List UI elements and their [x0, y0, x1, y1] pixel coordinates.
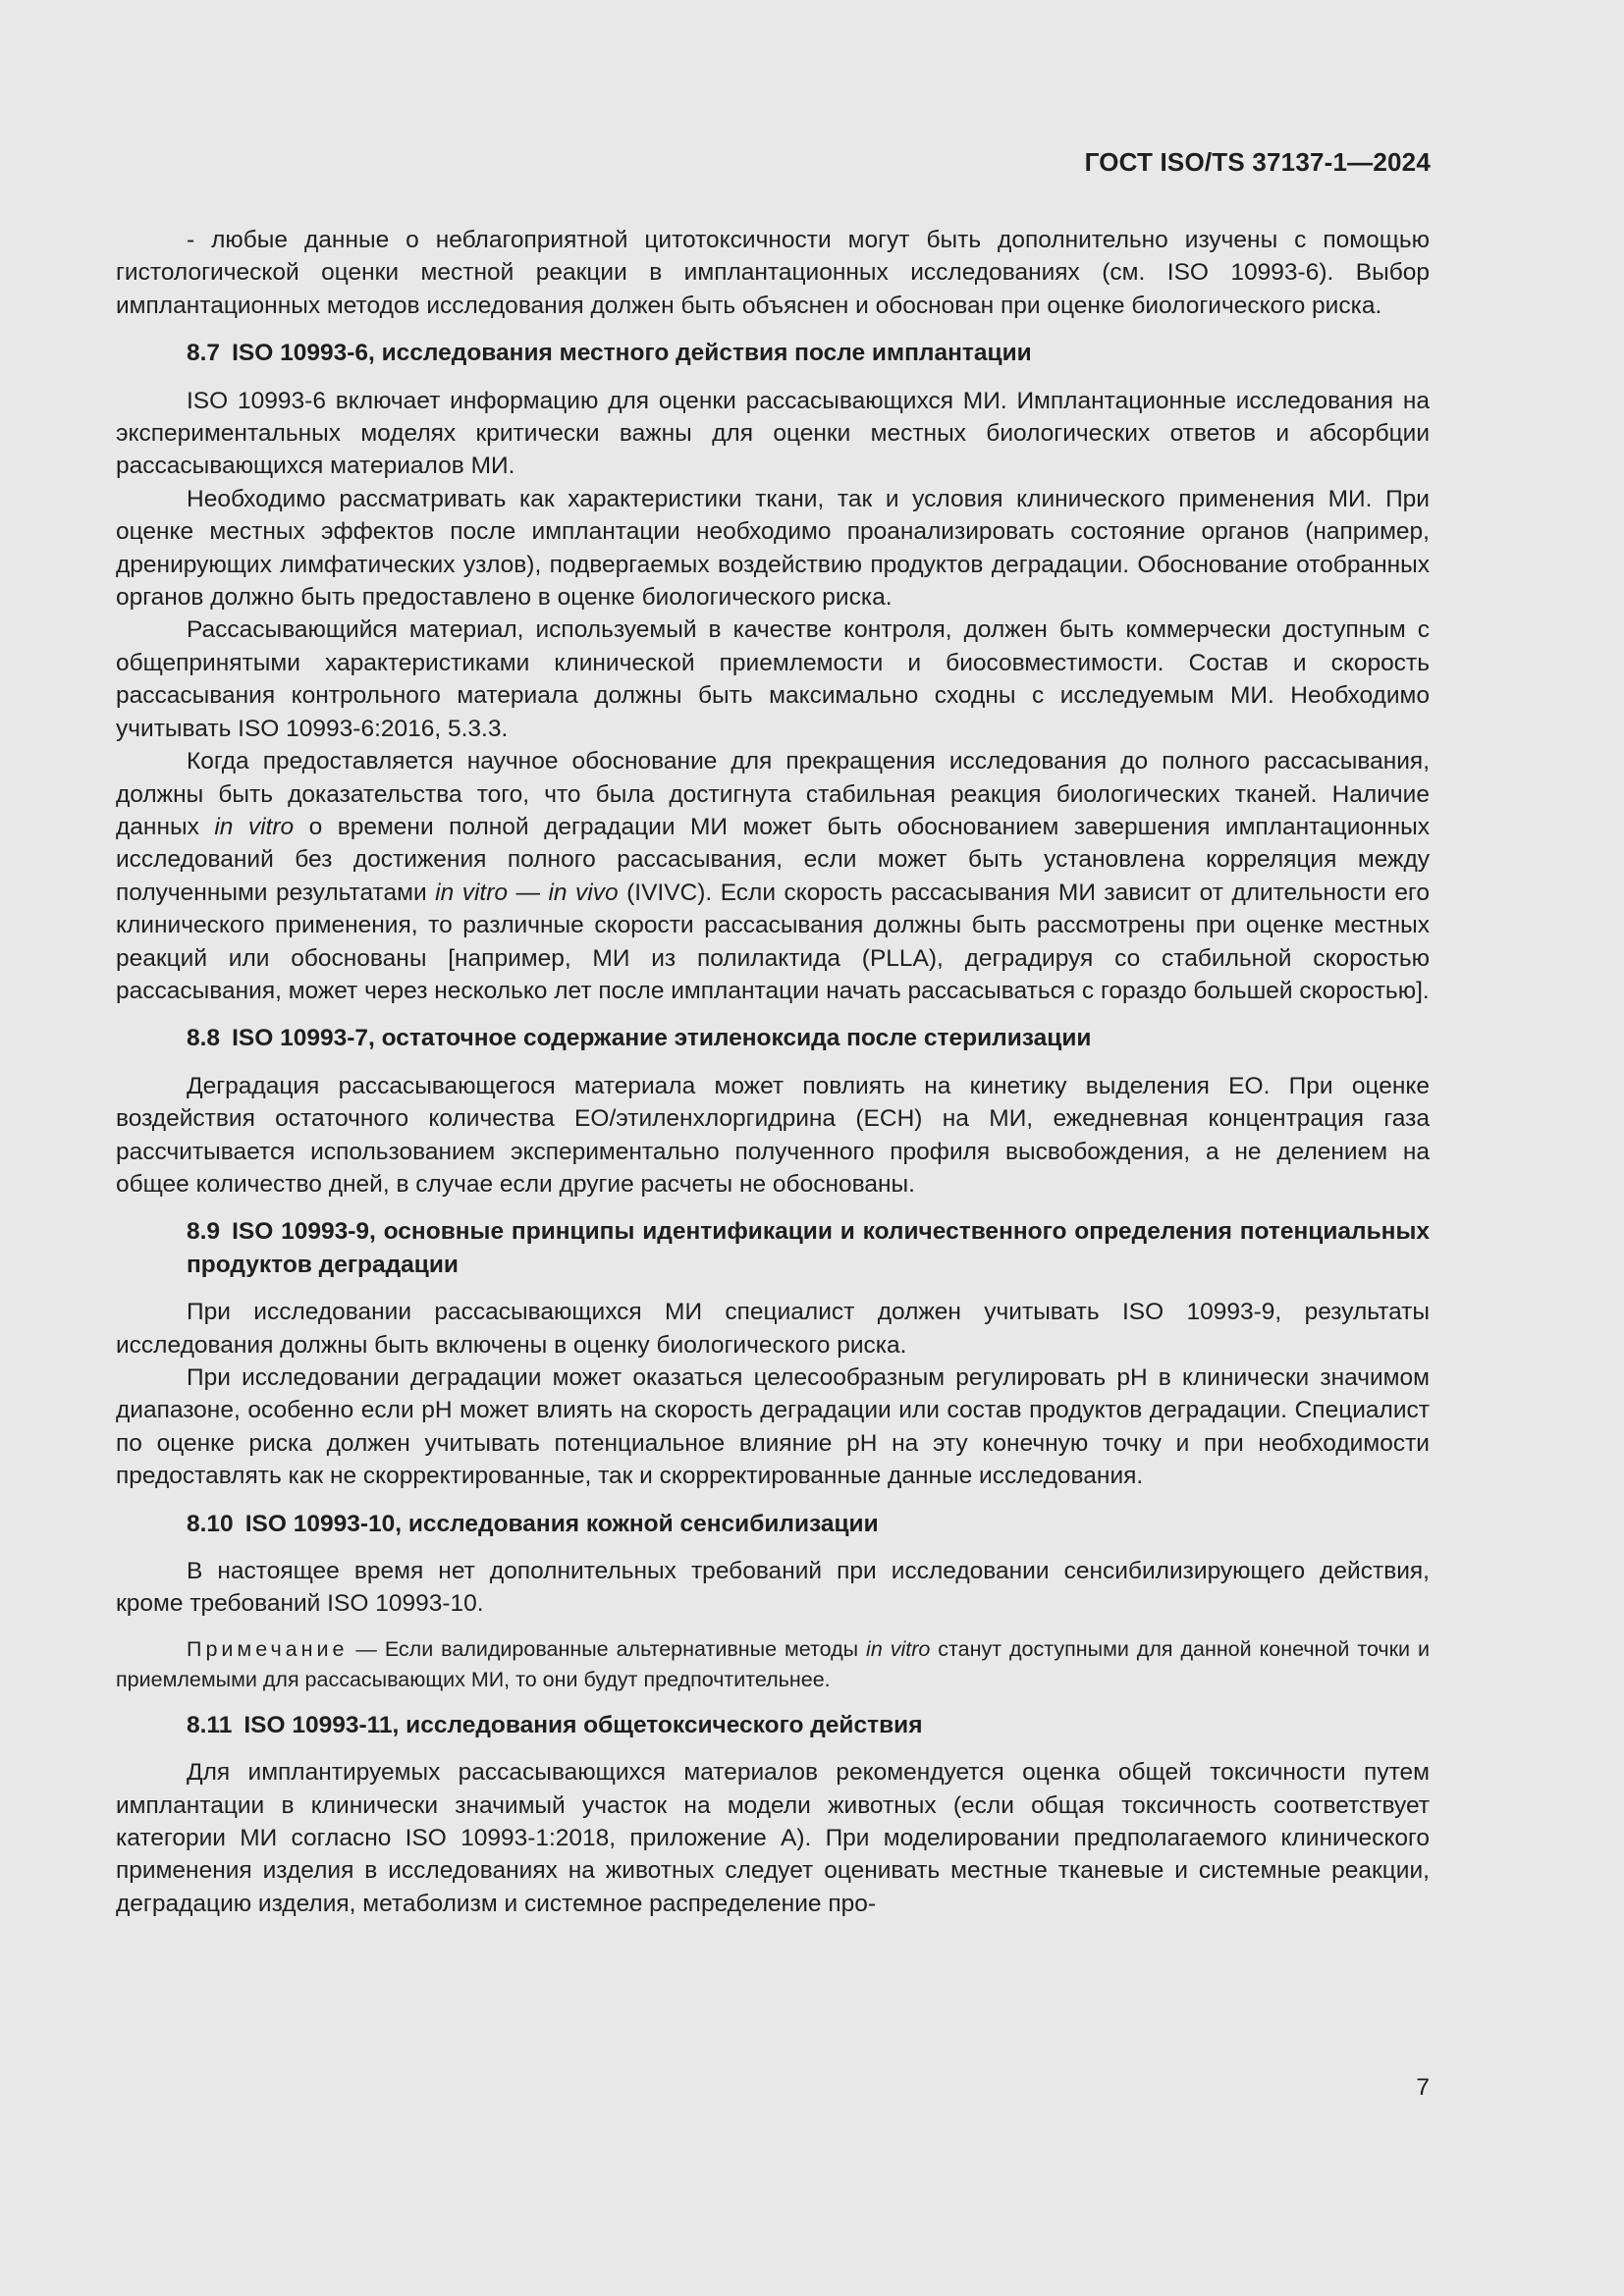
- section-title: ISO 10993-6, исследования местного действия после имплантации: [232, 340, 1032, 367]
- document-body: [116, 224, 1430, 1920]
- section-number: 8.7: [187, 340, 221, 367]
- section-8-8-heading: [187, 1022, 1430, 1054]
- document-header-id: ГОСТ ISO/TS 37137-1—2024: [1084, 147, 1431, 177]
- section-8-11-heading: [187, 1709, 1430, 1741]
- page-number: 7: [1416, 2074, 1430, 2101]
- text-run: (IVIVC). Если скорость рассасывания МИ зависит от длительности его клинического применения, то различные скорости рассасывания должны быть рассмотрены при оценке местных реакций или обоснованы [например, МИ из полилактида (PLLA), деградируя со стабильной скоростью рассасывания, может через несколько лет после имплантации начать рассасываться с гораздо большей скоростью].: [116, 879, 1430, 1004]
- section-number: 8.11: [187, 1711, 233, 1738]
- italic-term: in vitro — in vivo: [435, 879, 619, 906]
- section-8-7-paragraph-4: [116, 745, 1430, 1007]
- italic-term: in vitro: [866, 1636, 931, 1661]
- section-title: ISO 10993-7, остаточное содержание этиленоксида после стерилизации: [232, 1025, 1092, 1052]
- text-run: — Если валидированные альтернативные методы: [348, 1636, 867, 1661]
- section-title: ISO 10993-10, исследования кожной сенсибилизации: [244, 1510, 879, 1537]
- note-label: Примечание: [187, 1636, 349, 1661]
- section-number: 8.8: [187, 1025, 221, 1052]
- section-8-10-note: [116, 1634, 1430, 1695]
- section-8-8-paragraph-1: Деградация рассасывающегося материала может повлиять на кинетику выделения EO. При оценке воздействия остаточного количества EO/этиленхлоргидрина (ECH) на МИ, ежедневная концентрация газа рассчитывается использованием экспериментально полученного профиля высвобождения, а не делением на общее количество дней, в случае если другие расчеты не обоснованы.: [116, 1072, 1430, 1198]
- section-number: 8.9: [187, 1218, 221, 1246]
- section-8-7-heading: [187, 337, 1430, 369]
- section-8-7-paragraph-1: ISO 10993-6 включает информацию для оценки рассасывающихся МИ. Имплантационные исследования на экспериментальных моделях критически важны для оценки местных биологических ответов и абсорбции рассасывающихся материалов МИ.: [116, 387, 1430, 480]
- section-8-9-paragraph-1: При исследовании рассасывающихся МИ специалист должен учитывать ISO 10993-9, результаты исследования должны быть включены в оценку биологического риска.: [116, 1299, 1430, 1359]
- section-8-7-paragraph-2: Необходимо рассматривать как характеристики ткани, так и условия клинического применения МИ. При оценке местных эффектов после имплантации необходимо проанализировать состояние органов (например, дренирующих лимфатических узлов), подвергаемых воздействию продуктов деградации. Обоснование отобранных органов должно быть предоставлено в оценке биологического риска.: [116, 485, 1430, 612]
- section-number: 8.10: [187, 1510, 234, 1537]
- text-run: Когда предоставляется научное обоснование для прекращения исследования до полного рассасывания, должны быть доказательства того, что была достигнута стабильная реакция биологических тканей. Наличие данных: [116, 748, 1430, 840]
- text-run: о времени полной деградации МИ может быть обоснованием завершения имплантационных исследований без достижения полного рассасывания, если может быть установлена корреляция между полученными результатами: [116, 813, 1430, 906]
- section-8-9-paragraph-2: При исследовании деградации может оказаться целесообразным регулировать pH в клинически значимом диапазоне, особенно если pH может влиять на скорость деградации или состав продуктов деградации. Специалист по оценке риска должен учитывать потенциальное влияние pH на эту конечную точку и при необходимости предоставлять как не скорректированные, так и скорректированные данные исследования.: [116, 1364, 1430, 1490]
- section-8-7-paragraph-3: Рассасывающийся материал, используемый в качестве контроля, должен быть коммерчески доступным с общепринятыми характеристиками клинической приемлемости и биосовместимости. Состав и скорость рассасывания контрольного материала должны быть максимально сходны с исследуемым МИ. Необходимо учитывать ISO 10993-6:2016, 5.3.3.: [116, 616, 1430, 742]
- text-run: станут доступными для данной конечной точки и приемлемыми для рассасывающих МИ, то они будут предпочтительнее.: [116, 1636, 1430, 1691]
- section-8-11-paragraph-1: Для имплантируемых рассасывающихся материалов рекомендуется оценка общей токсичности путем имплантации в клинически значимый участок на модели животных (если общая токсичность соответствует категории МИ согласно ISO 10993-1:2018, приложение А). При моделировании предполагаемого клинического применения изделия в исследованиях на животных следует оценивать местные тканевые и системные реакции, деградацию изделия, метаболизм и системное распределение про-: [116, 1759, 1430, 1917]
- section-title: ISO 10993-9, основные принципы идентификации и количественного определения потенциальных продуктов деградации: [187, 1218, 1430, 1278]
- section-8-10-paragraph-1: В настоящее время нет дополнительных требований при исследовании сенсибилизирующего действия, кроме требований ISO 10993-10.: [116, 1558, 1430, 1618]
- italic-term: in vitro: [214, 813, 295, 840]
- section-8-9-heading: [187, 1215, 1430, 1281]
- section-8-10-heading: [187, 1508, 1430, 1540]
- section-title: ISO 10993-11, исследования общетоксического действия: [244, 1711, 923, 1738]
- intro-paragraph: - любые данные о неблагоприятной цитотоксичности могут быть дополнительно изучены с помощью гистологической оценки местной реакции в имплантационных исследованиях (см. ISO 10993-6). Выбор имплантационных методов исследования должен быть объяснен и обоснован при оценке биологического риска.: [116, 227, 1430, 319]
